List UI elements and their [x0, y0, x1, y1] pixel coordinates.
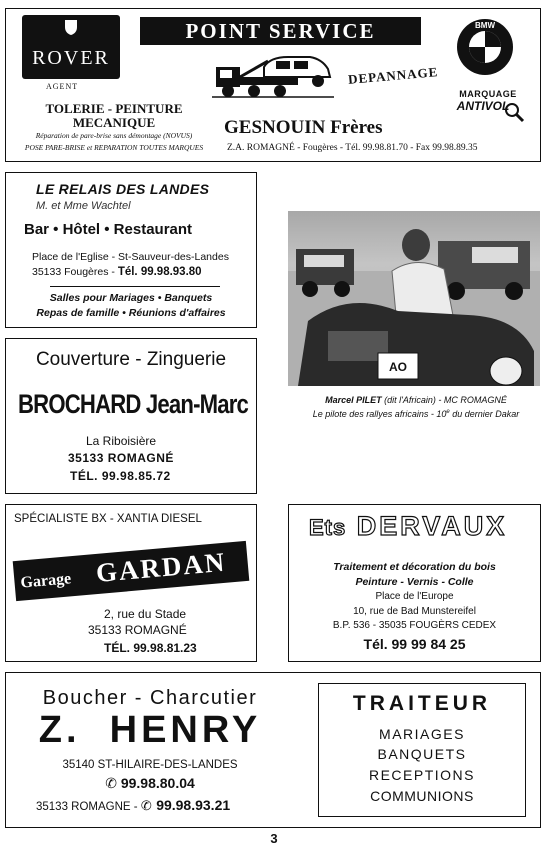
caption-sup: e [446, 409, 450, 415]
traiteur-item: RECEPTIONS [368, 767, 475, 783]
henry-city2: 35133 ROMAGNE - [36, 801, 141, 813]
bmw-logo-icon [455, 17, 515, 77]
dervaux-name: DERVAUX [356, 511, 508, 541]
brochard-name [18, 389, 248, 421]
point-service-banner: POINT SERVICE [140, 17, 421, 45]
dervaux-line5: B.P. 536 - 35035 FOUGÈRS CEDEX [332, 620, 497, 631]
gardan-phone: TÉL. 99.98.81.23 [104, 641, 197, 655]
plate-text: AO [389, 360, 407, 374]
point-service-ad [5, 8, 541, 162]
relais-title: LE RELAIS DES LANDES [36, 181, 210, 197]
relais-services: Bar • Hôtel • Restaurant [24, 221, 193, 238]
henry-ad [5, 672, 541, 828]
gardan-ad [5, 504, 257, 662]
mecanique-text: MECANIQUE [72, 115, 156, 130]
relais-owners: M. et Mme Wachtel [36, 200, 131, 212]
relais-address1: Place de l'Eglise - St-Sauveur-des-Landes [32, 251, 229, 263]
relais-address2 [32, 266, 202, 278]
rover-logo-text: ROVER [32, 47, 110, 69]
dervaux-phone: Tél. 99 99 84 25 [363, 636, 466, 652]
caption-line2-text: Le pilote des rallyes africains - 10 [312, 409, 447, 419]
rover-shield-icon [62, 18, 80, 36]
caption-line2 [290, 406, 542, 420]
gardan-garage-label: Garage [19, 570, 72, 592]
henry-city1: 35140 ST-HILAIRE-DES-LANDES [62, 759, 238, 771]
relais-line1: Salles pour Mariages • Banquets [49, 292, 213, 304]
magnifier-icon [503, 101, 525, 123]
agent-label: AGENT [46, 82, 79, 91]
gardan-city: 35133 ROMAGNÉ [88, 623, 187, 637]
tow-truck-icon [210, 53, 338, 99]
henry-phone2-line [36, 797, 230, 815]
gesnouin-address: Z.A. ROMAGNÉ - Fougères - Tél. 99.98.81.70 - Fax 99.98.89.35 [227, 143, 478, 153]
caption-alias: (dit l'Africain) - MC ROMAGNÉ [381, 395, 507, 405]
bmw-logo-text: BMW [475, 21, 495, 30]
henry-phone2: 99.98.93.21 [156, 797, 231, 813]
phone-icon-2: ✆ [140, 798, 152, 813]
marquage-label: MARQUAGE [459, 89, 517, 99]
traiteur-title: TRAITEUR [352, 692, 492, 715]
depannage-label: DEPANNAGE [347, 64, 439, 87]
dervaux-heading [309, 511, 507, 542]
caption-name: Marcel PILET [325, 395, 382, 405]
gardan-banner [13, 541, 250, 601]
gardan-street: 2, rue du Stade [104, 607, 187, 621]
gardan-name: GARDAN [94, 546, 228, 588]
dervaux-line3: Place de l'Europe [375, 591, 454, 602]
brochard-ad [5, 338, 257, 494]
dervaux-line2: Peinture - Vernis - Colle [355, 576, 474, 588]
caption-line2-end: du dernier Dakar [449, 409, 520, 419]
brochard-phone: TÉL. 99.98.85.72 [70, 469, 171, 483]
relais-phone: Tél. 99.98.93.80 [117, 266, 202, 278]
rally-photo-scene [288, 211, 540, 386]
henry-phone1-line [6, 775, 294, 792]
henry-name: Z. HENRY [38, 709, 262, 751]
relais-address2-prefix: 35133 Fougères - [32, 266, 118, 278]
reparation-text: Réparation de pare-brise sans démontage (NOVUS) [35, 131, 193, 140]
henry-phone1: 99.98.80.04 [120, 775, 195, 791]
caption-line1 [290, 394, 542, 406]
traiteur-item: BANQUETS [377, 746, 467, 762]
tolerie-text: TOLERIE - PEINTURE [45, 101, 183, 116]
pose-text: POSE PARE-BRISE et REPARATION TOUTES MARQUES [24, 143, 204, 152]
rider-head [402, 229, 430, 261]
dervaux-line1: Traitement et décoration du bois [333, 561, 496, 573]
photo-caption [290, 394, 542, 420]
antivol-label: ANTIVOL [456, 99, 510, 113]
brochard-title: Couverture - Zinguerie [35, 349, 227, 370]
brochard-name-text: BROCHARD Jean-Marc [18, 389, 249, 419]
race-number [490, 357, 522, 385]
dervaux-ad [288, 504, 541, 662]
henry-title: Boucher - Charcutier [42, 687, 258, 709]
phone-icon: ✆ [105, 775, 117, 791]
relais-des-landes-ad [5, 172, 257, 328]
brochard-place: La Riboisière [86, 434, 157, 448]
traiteur-item: MARIAGES [379, 726, 465, 742]
traiteur-box [318, 683, 526, 817]
gardan-specialty: SPÉCIALISTE BX - XANTIA DIESEL [14, 513, 202, 525]
rover-logo [22, 15, 120, 79]
dervaux-ets: Ets [309, 515, 347, 540]
dervaux-line4: 10, rue de Bad Munstereifel [353, 606, 476, 617]
brochard-city: 35133 ROMAGNÉ [68, 451, 174, 465]
gesnouin-name: GESNOUIN Frères [224, 117, 383, 138]
relais-divider [50, 286, 220, 287]
page-number: 3 [270, 831, 278, 846]
rally-photo [288, 211, 540, 386]
traiteur-item: COMMUNIONS [370, 788, 474, 804]
relais-line2: Repas de famille • Réunions d'affaires [36, 307, 226, 319]
